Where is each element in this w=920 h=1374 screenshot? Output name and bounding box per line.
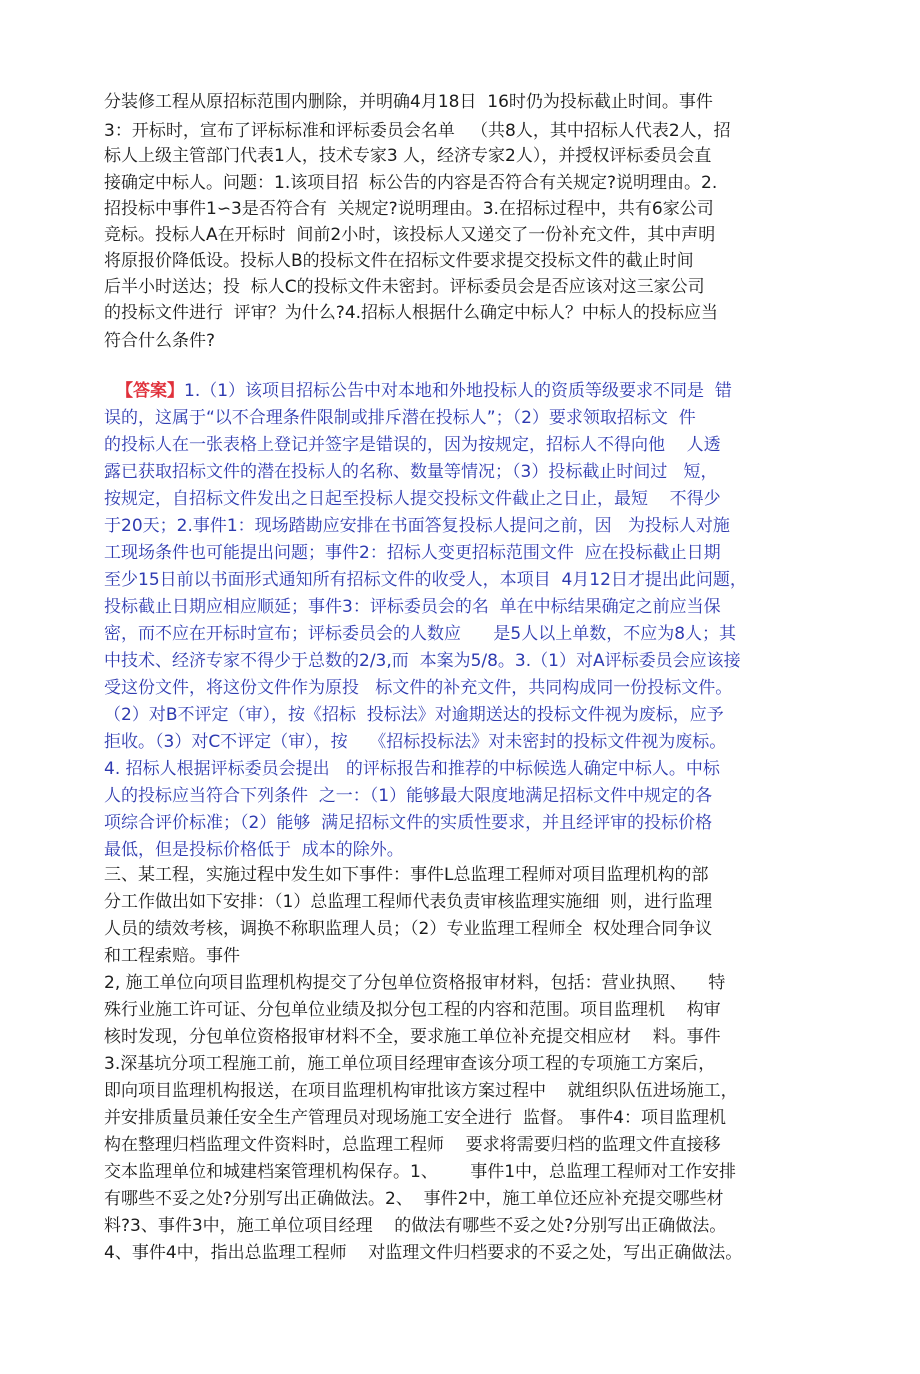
answer-line: 至少15日前以书面形式通知所有招标文件的收受人，本项目 4月12日才提出此问题，: [104, 570, 747, 590]
section3-line: 三、某工程，实施过程中发生如下事件：事件L总监理工程师对项目监理机构的部: [104, 865, 709, 885]
question-line: 将原报价降低设。投标人B的投标文件在招标文件要求提交投标文件的截止时间: [104, 251, 694, 271]
question-line: 分装修工程从原招标范围内删除，并明确4月18日 16时仍为投标截止时间。事件: [104, 92, 713, 112]
answer-line: 4. 招标人根据评标委员会提出 的评标报告和推荐的中标候选人确定中标人。中标: [104, 759, 720, 779]
section3-line: 人员的绩效考核，调换不称职监理人员；（2）专业监理工程师全 权处理合同争议: [104, 919, 713, 939]
answer-tag: 【答案】: [116, 381, 184, 401]
question-line: 竞标。投标人A在开标时 间前2小时，该投标人又递交了一份补充文件，其中声明: [104, 225, 716, 245]
question-line: 后半小时送达；投 标人C的投标文件未密封。评标委员会是否应该对这三家公司: [104, 277, 705, 297]
section3-line: 分工作做出如下安排：（1）总监理工程师代表负责审核监理实施细 则，进行监理: [104, 892, 713, 912]
section3-line: 并安排质量员兼任安全生产管理员对现场施工安全进行 监督。 事件4：项目监理机: [104, 1108, 727, 1128]
section3-line: 即向项目监理机构报送，在项目监理机构审批该方案过程中 就组织队伍进场施工，: [104, 1081, 738, 1101]
answer-line: 工现场条件也可能提出问题；事件2：招标人变更招标范围文件 应在投标截止日期: [104, 543, 721, 563]
section3-line: 料?3、事件3中，施工单位项目经理 的做法有哪些不妥之处?分别写出正确做法。: [104, 1216, 727, 1236]
answer-line: 的投标人在一张表格上登记并签字是错误的，因为按规定，招标人不得向他 人透: [104, 435, 721, 455]
answer-line: 密，而不应在开标时宣布；评标委员会的人数应 是5人以上单数，不应为8人；其: [104, 624, 737, 644]
answer-line: 误的，这属于“以不合理条件限制或排斥潜在投标人”；（2）要求领取招标文 件: [104, 408, 696, 428]
answer-line: [116, 380, 732, 402]
answer-line: 露已获取招标文件的潜在投标人的名称、数量等情况；（3）投标截止时间过 短，: [104, 462, 718, 482]
answer-line: 按规定，自招标文件发出之日起至投标人提交投标文件截止之日止，最短 不得少: [104, 489, 721, 509]
answer-line: 拒收。（3）对C不评定（审），按 《招标投标法》对未密封的投标文件视为废标。: [104, 732, 727, 752]
section3-line: 核时发现，分包单位资格报审材料不全，要求施工单位补充提交相应材 料。事件: [104, 1027, 721, 1047]
section3-line: 2, 施工单位向项目监理机构提交了分包单位资格报审材料，包括：营业执照、 特: [104, 973, 726, 993]
section3-line: 有哪些不妥之处?分别写出正确做法。2、 事件2中，施工单位还应补充提交哪些材: [104, 1189, 724, 1209]
question-line: 符合什么条件?: [104, 331, 216, 351]
question-line: 招投标中事件1∽3是否符合有 关规定?说明理由。3.在招标过程中，共有6家公司: [104, 199, 714, 219]
section3-line: 4、事件4中，指出总监理工程师 对监理文件归档要求的不妥之处，写出正确做法。: [104, 1243, 743, 1263]
answer-line: 中技术、经济专家不得少于总数的2/3,而 本案为5/8。3.（1）对A评标委员会应该接: [104, 651, 741, 671]
answer-line: 于20天；2.事件1：现场踏勘应安排在书面答复投标人提问之前，因 为投标人对施: [104, 516, 730, 536]
section3-line: 殊行业施工许可证、分包单位业绩及拟分包工程的内容和范围。项目监理机 构审: [104, 1000, 721, 1020]
answer-text: 1.（1）该项目招标公告中对本地和外地投标人的资质等级要求不同是 错: [184, 381, 732, 401]
section3-line: 和工程索赔。事件: [104, 946, 240, 966]
answer-line: 项综合评价标准；（2）能够 满足招标文件的实质性要求，并且经评审的投标价格: [104, 813, 713, 833]
answer-line: 最低，但是投标价格低于 成本的除外。: [104, 840, 404, 860]
answer-line: （2）对B不评定（审），按《招标 投标法》对逾期送达的投标文件视为废标，应予: [104, 705, 724, 725]
section3-line: 3.深基坑分项工程施工前，施工单位项目经理审查该分项工程的专项施工方案后，: [104, 1054, 716, 1074]
question-line: 3：开标时，宣布了评标标准和评标委员会名单 （共8人，其中招标人代表2人，招: [104, 121, 731, 141]
section3-line: 交本监理单位和城建档案管理机构保存。1、 事件1中，总监理工程师对工作安排: [104, 1162, 737, 1182]
answer-line: 人的投标应当符合下列条件 之一：（1）能够最大限度地满足招标文件中规定的各: [104, 786, 713, 806]
question-line: 的投标文件进行 评审？为什么?4.招标人根据什么确定中标人？中标人的投标应当: [104, 303, 719, 323]
answer-line: 受这份文件，将这份文件作为原投 标文件的补充文件，共同构成同一份投标文件。: [104, 678, 733, 698]
section3-line: 构在整理归档监理文件资料时，总监理工程师 要求将需要归档的监理文件直接移: [104, 1135, 721, 1155]
question-line: 接确定中标人。问题：1.该项目招 标公告的内容是否符合有关规定?说明理由。2.: [104, 173, 718, 193]
question-line: 标人上级主管部门代表1人，技术专家3 人，经济专家2人），并授权评标委员会直: [104, 146, 712, 166]
answer-line: 投标截止日期应相应顺延；事件3：评标委员会的名 单在中标结果确定之前应当保: [104, 597, 721, 617]
